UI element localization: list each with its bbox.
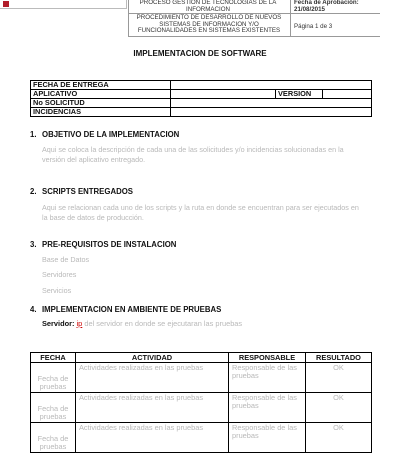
cell-actividad[interactable]: Actividades realizadas en las pruebas [76,363,229,393]
document-header [0,0,380,36]
header-bottom-rule [128,36,380,37]
table-row [31,423,372,453]
section-hint[interactable]: Aqui se relacionan cada uno de los scripts y la ruta en donde se encuentran para ser ejecutados en la base de datos de producción. [42,203,359,222]
cell-responsable[interactable]: Responsable de las pruebas [229,393,306,423]
section-number: 1. [30,130,37,139]
page-number: Página 1 de 3 [294,23,333,30]
incidencias-label: INCIDENCIAS [31,108,171,117]
col-actividad: ACTIVIDAD [76,353,229,363]
cell-resultado[interactable]: OK [306,363,372,393]
organization-logo [0,0,127,9]
cell-actividad[interactable]: Actividades realizadas en las pruebas [76,393,229,423]
col-responsable: RESPONSABLE [229,353,306,363]
section-number: 2. [30,187,37,196]
section-title: SCRIPTS ENTREGADOS [42,187,133,196]
prereq-item[interactable]: Servidores [42,270,77,279]
aplicativo-value[interactable] [171,90,276,99]
col-fecha: FECHA [31,353,76,363]
section-heading [30,240,176,249]
servidor-hint: del servidor en donde se ejecutaran las pruebas [84,319,243,328]
section-number: 4. [30,305,37,314]
approval-label [294,0,384,13]
header-divider-vertical [290,0,291,36]
section-title: PRE-REQUISITOS DE INSTALACION [42,240,177,249]
aplicativo-label: APLICATIVO [31,90,171,99]
version-label: VERSION [276,90,323,99]
solicitud-value[interactable] [171,99,372,108]
cell-fecha[interactable]: Fecha de pruebas [31,363,76,393]
servidor-line [42,319,242,328]
cell-fecha[interactable]: Fecha de pruebas [31,393,76,423]
section-hint[interactable]: Aqui se coloca la descripción de cada una de las solicitudes y/o incidencias solucionadas en la versión del aplicativo entregado. [42,145,344,164]
table-header-row [31,353,372,363]
header-divider-vertical [128,0,129,36]
fecha-entrega-label: FECHA DE ENTREGA [31,81,171,90]
section-number: 3. [30,240,37,249]
section-heading [30,130,179,139]
cell-responsable[interactable]: Responsable de las pruebas [229,363,306,393]
table-row [31,363,372,393]
logo-emblem-icon [3,1,9,7]
document-title: IMPLEMENTACION DE SOFTWARE [133,49,267,58]
cell-resultado[interactable]: OK [306,393,372,423]
col-resultado: RESULTADO [306,353,372,363]
servidor-label: Servidor: [42,319,75,328]
cell-resultado[interactable]: OK [306,423,372,453]
prereq-item[interactable]: Base de Datos [42,255,90,264]
approval-label-text: Fecha de Aprobación: [294,0,359,6]
solicitud-label: No SOLICITUD [31,99,171,108]
section-title: IMPLEMENTACION EN AMBIENTE DE PRUEBAS [42,305,222,314]
test-activities-table [30,352,372,453]
header-process: PROCESO GESTION DE TECNOLOGIAS DE LA INFORMACION [139,0,277,13]
fecha-entrega-value[interactable] [171,81,372,90]
approval-date: 21/08/2015 [294,5,325,13]
cell-fecha[interactable]: Fecha de pruebas [31,423,76,453]
section-heading [30,187,133,196]
cell-responsable[interactable]: Responsable de las pruebas [229,423,306,453]
cell-actividad[interactable]: Actividades realizadas en las pruebas [76,423,229,453]
section-title: OBJETIVO DE LA IMPLEMENTACION [42,130,180,139]
incidencias-value[interactable] [171,108,372,117]
header-procedure: PROCEDIMIENTO DE DESARROLLO DE NUEVOS SISTEMAS DE INFORMACION Y/O FUNCIONALIDADES EN SISTEMAS EXISTENTES [136,14,282,35]
version-value[interactable] [323,90,372,99]
prereq-item[interactable]: Servicios [42,286,72,295]
delivery-info-table [30,80,372,117]
section-heading [30,305,221,314]
table-row [31,393,372,423]
servidor-ip[interactable]: ip [76,319,83,328]
